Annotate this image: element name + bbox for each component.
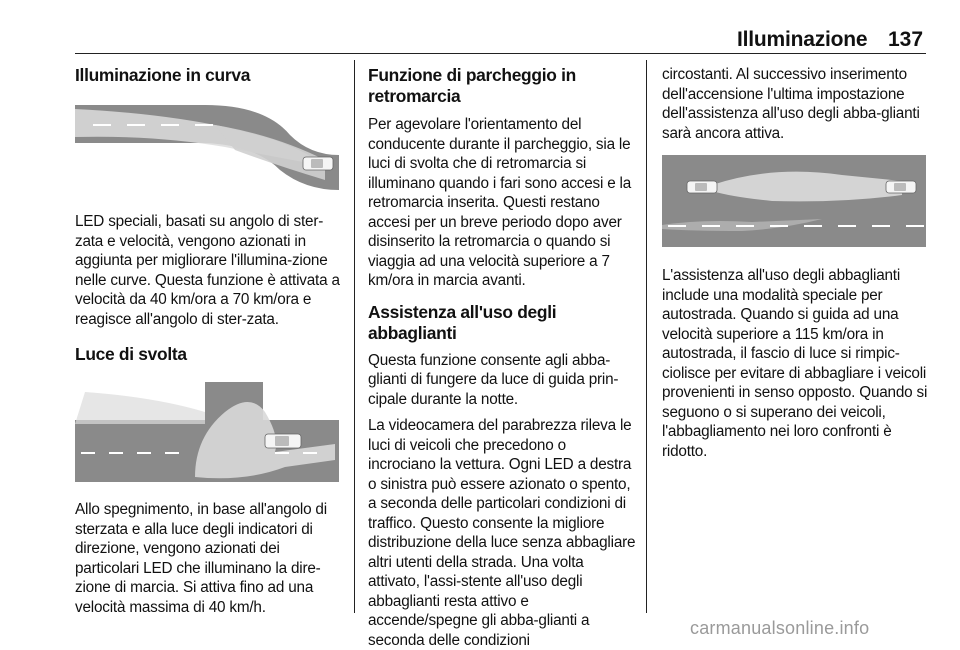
column-3-body — [662, 266, 930, 461]
paragraph-high-beam-continued: circostanti. Al successivo inserimento dell'accensione l'ultima impostazione dell'assistenza all'uso degli abba-glianti sarà ancora attiva. — [662, 66, 920, 142]
column-divider-1 — [354, 60, 355, 613]
column-1-body — [75, 212, 343, 365]
heading-high-beam-assist: Assistenza all'uso degli abbaglianti — [368, 301, 557, 343]
column-1 — [75, 65, 343, 86]
watermark: carmanualsonline.info — [690, 618, 870, 638]
paragraph-high-beam-1: Questa funzione consente agli abba-glianti di fungere da luce di guida prin-cipale durante la notte. — [368, 351, 619, 408]
paragraph-highway-mode: L'assistenza all'uso degli abbaglianti include una modalità speciale per autostrada. Quando si guida ad una velocità superiore a 115 km/ora in autostrada, il fascio di luce si rimpic-ciolisce per evitare di abbagliare i veicoli provenienti in senso opposto. Quando si seguono o si superano dei veicoli, l'abbagliamento nei loro confronti è ridotto. — [662, 267, 928, 460]
paragraph-curve-lighting: LED speciali, basati su angolo di ster-zata e velocità, vengono azionati in aggiunta per migliorare l'illumina-zione nelle curve. Questa funzione è attivata a velocità da 40 km/ora a 70 km/ora e reagisce all'angolo di ster-zata. — [75, 213, 340, 328]
column-2 — [368, 65, 636, 650]
header-rule — [75, 53, 926, 54]
paragraph-turn-light: Allo spegnimento, in base all'angolo di sterzata e alla luce degli indicatori di direzione, vengono azionati dei particolari LED che illuminano la dire-zione di marcia. Si attiva fino ad una velocità massima di 40 km/h. — [75, 501, 327, 616]
column-1-body-2 — [75, 500, 343, 617]
page-number: 137 — [888, 28, 924, 51]
column-3 — [662, 65, 930, 143]
paragraph-parking: Per agevolare l'orientamento del conducente durante il parcheggio, sia le luci di svolta che di retromarcia si illuminano quando i fari sono accesi e la retromarcia inserita. Questi restano accesi per un breve periodo dopo aver disinserito la retromarcia o quando si viaggia ad una velocità superiore a 7 km/ora in marcia avanti. — [368, 116, 632, 289]
running-header-title: Illuminazione — [737, 28, 868, 51]
column-divider-2 — [646, 60, 647, 613]
figure-turn-light — [75, 382, 339, 488]
heading-parking: Funzione di parcheggio in retromarcia — [368, 65, 576, 106]
heading-turn-light: Luce di svolta — [75, 344, 187, 364]
figure-curve-lighting — [75, 95, 339, 201]
paragraph-high-beam-2: La videocamera del parabrezza rileva le luci di veicoli che precedono o incrociano la vettura. Ogni LED a destra o sinistra può essere azionato o spento, a seconda delle particolari condizioni di traffico. Questo consente la migliore distribuzione della luce senza abbagliare altri utenti della strada. Una volta attivato, l'assi-stente all'uso degli abbaglianti resta attivo e accende/spegne gli abba-glianti a seconda delle condizioni — [368, 417, 636, 649]
figure-highway-mode — [662, 147, 926, 253]
heading-curve-lighting: Illuminazione in curva — [75, 65, 251, 85]
